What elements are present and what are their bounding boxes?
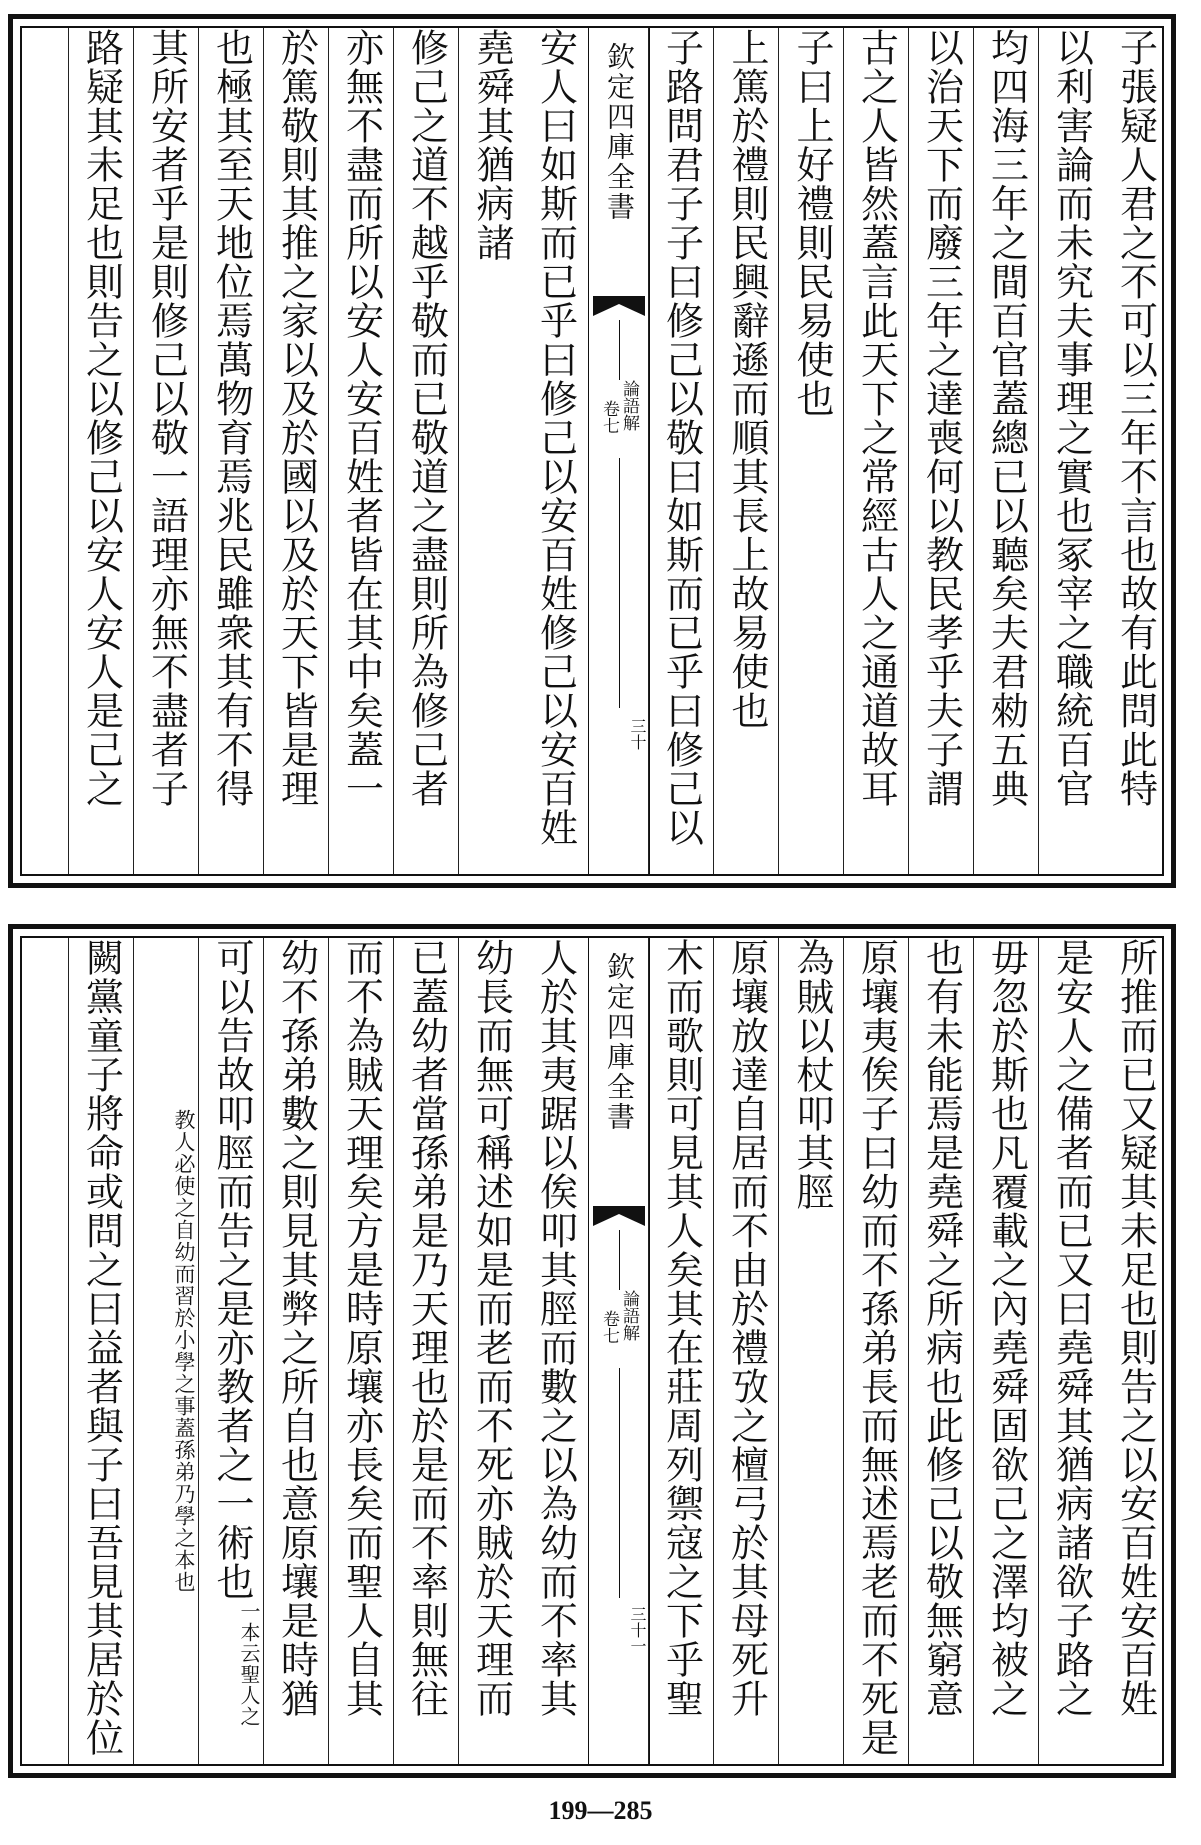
page-heart [588,28,650,874]
text-column: 修己之道不越乎敬而已敬道之盡則所為修己者 [393,28,459,874]
text-column: 人於其夷踞以俟叩其脛而數之以為幼而不率其 [533,938,578,1718]
top-page-frame [20,26,1164,876]
text-column: 原壤放達自居而不由於禮攷之檀弓於其母死升 [713,938,779,1764]
text-column: 闕黨童子將命或問之曰益者與子曰吾見其居於位 [68,938,134,1764]
work-title: 論語解 [619,380,639,431]
commentary-column [133,938,199,1764]
fish-tail-ornament [593,1206,645,1226]
text-column: 也有未能焉是堯舜之所病也此修己以敬無窮意 [908,938,974,1764]
text-column-with-note [198,938,264,1764]
text-column: 幼不孫弟數之則見其弊之所自也意原壤是時猶 [263,938,329,1764]
text-column: 所推而已又疑其未足也則告之以安百姓安百姓 [1113,938,1158,1718]
page-number: 199—285 [548,1796,653,1825]
text-column: 子張疑人君之不可以三年不言也故有此問此特 [1113,28,1158,808]
work-title: 論語解 [619,1290,639,1341]
text-column: 路疑其未足也則告之以修己以安人安人是己之 [68,28,134,874]
book-title: 欽定四庫全書 [603,952,636,1132]
volume-label: 卷七 [599,400,619,434]
text-column: 上篤於禮則民興辭遜而順其長上故易使也 [713,28,779,874]
text-column: 於篤敬則其推之家以及於國以及於天下皆是理 [263,28,329,874]
text-column: 均四海三年之間百官蓋總已以聽矣夫君勑五典 [973,28,1039,874]
text-column: 堯舜其猶病諸 [458,28,524,874]
commentary-line: 學之事蓋孫弟乃學之本也 [172,1351,196,1593]
text-column: 安人曰如斯而已乎曰修己以安百姓修己以安百姓 [533,28,578,847]
text-column: 已蓋幼者當孫弟是乃天理也於是而不率則無往 [393,938,459,1764]
text-column: 毋忽於斯也凡覆載之內堯舜固欲己之澤均被之 [973,938,1039,1764]
center-rule [619,1368,620,1598]
center-rule [619,320,620,380]
main-text: 可以告故叩脛而告之是亦教者之一術也 [210,938,254,1601]
text-column: 以治天下而廢三年之達喪何以教民孝乎夫子謂 [908,28,974,874]
text-column: 為賊以杖叩其脛 [778,938,844,1764]
text-column: 木而歌則可見其人矣其在莊周列禦寇之下乎聖 [648,938,714,1764]
volume-label: 卷七 [599,1310,619,1344]
text-column: 幼長而無可稱述如是而老而不死亦賊於天理而 [458,938,524,1764]
folio-number: 三十 [628,718,647,750]
book-title: 欽定四庫全書 [603,42,636,222]
center-rule [619,458,620,708]
text-column: 子路問君子子曰修己以敬曰如斯而已乎曰修己以 [648,28,714,874]
inline-note: 一本云聖人之 [237,1601,261,1727]
text-column: 是安人之備者而已又曰堯舜其猶病諸欲子路之 [1038,938,1104,1764]
fish-tail-ornament [593,296,645,316]
text-column: 古之人皆然蓋言此天下之常經古人之通道故耳 [843,28,909,874]
center-rule [619,1230,620,1290]
text-column: 也極其至天地位焉萬物育焉兆民雖衆其有不得 [198,28,264,874]
page-heart [588,938,650,1764]
text-column: 子曰上好禮則民易使也 [778,28,844,874]
commentary-line: 教人必使之自幼而習於小 [172,1109,196,1351]
bottom-page-frame [20,936,1164,1766]
folio-number: 三十一 [628,1606,647,1654]
bottom-page [8,924,1176,1778]
text-column: 亦無不盡而所以安人安百姓者皆在其中矣蓋一 [328,28,394,874]
text-column: 而不為賊天理矣方是時原壤亦長矣而聖人自其 [328,938,394,1764]
text-column: 其所安者乎是則修己以敬一語理亦無不盡者子 [133,28,199,874]
text-column: 以利害論而未究夫事理之實也冢宰之職統百官 [1038,28,1104,874]
text-column: 原壤夷俟子曰幼而不孫弟長而無述焉老而不死是 [843,938,909,1764]
top-page [8,14,1176,888]
